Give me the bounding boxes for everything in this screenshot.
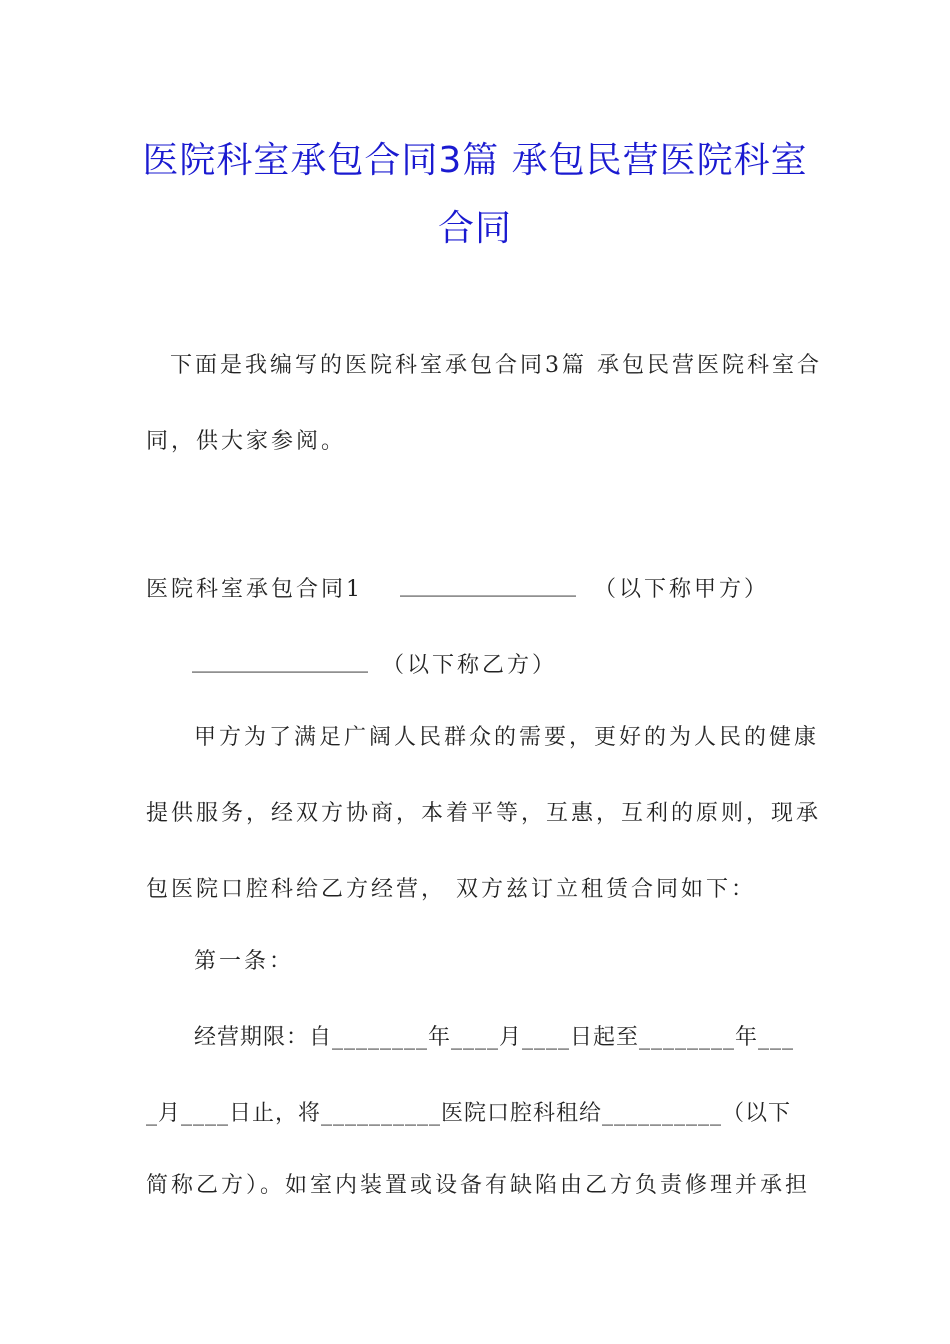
term-line-2: _月____日止，将__________医院口腔科租给__________（以下 (146, 1101, 792, 1126)
party-b-label: （以下称乙方） (382, 653, 558, 678)
paragraph-1-line-1: 甲方为了满足广阔人民群众的需要，更好的为人民的健康 (194, 725, 820, 750)
party-b-blank: ________________ (192, 648, 368, 673)
party-a-blank: ________________ (400, 572, 576, 597)
intro-paragraph-line-1: 下面是我编写的医院科室承包合同3篇 承包民营医院科室合 (170, 353, 822, 378)
article-1-heading: 第一条： (194, 949, 295, 974)
section-heading: 医院科室承包合同1 (146, 577, 363, 602)
term-line-3: 简称乙方）。如室内装置或设备有缺陷由乙方负责修理并承担 (146, 1173, 811, 1198)
party-a-label: （以下称甲方） (594, 577, 770, 602)
paragraph-1-line-3: 包医院口腔科给乙方经营， 双方兹订立租赁合同如下： (146, 877, 756, 902)
document-title-line-1: 医院科室承包合同3篇 承包民营医院科室 (142, 140, 808, 181)
term-line-1: 经营期限：自________年____月____日起至________年___ (194, 1025, 795, 1050)
intro-paragraph-line-2: 同，供大家参阅。 (146, 429, 347, 454)
document-title-line-2: 合同 (437, 208, 512, 249)
paragraph-1-line-2: 提供服务，经双方协商，本着平等，互惠，互利的原则，现承 (146, 801, 822, 826)
